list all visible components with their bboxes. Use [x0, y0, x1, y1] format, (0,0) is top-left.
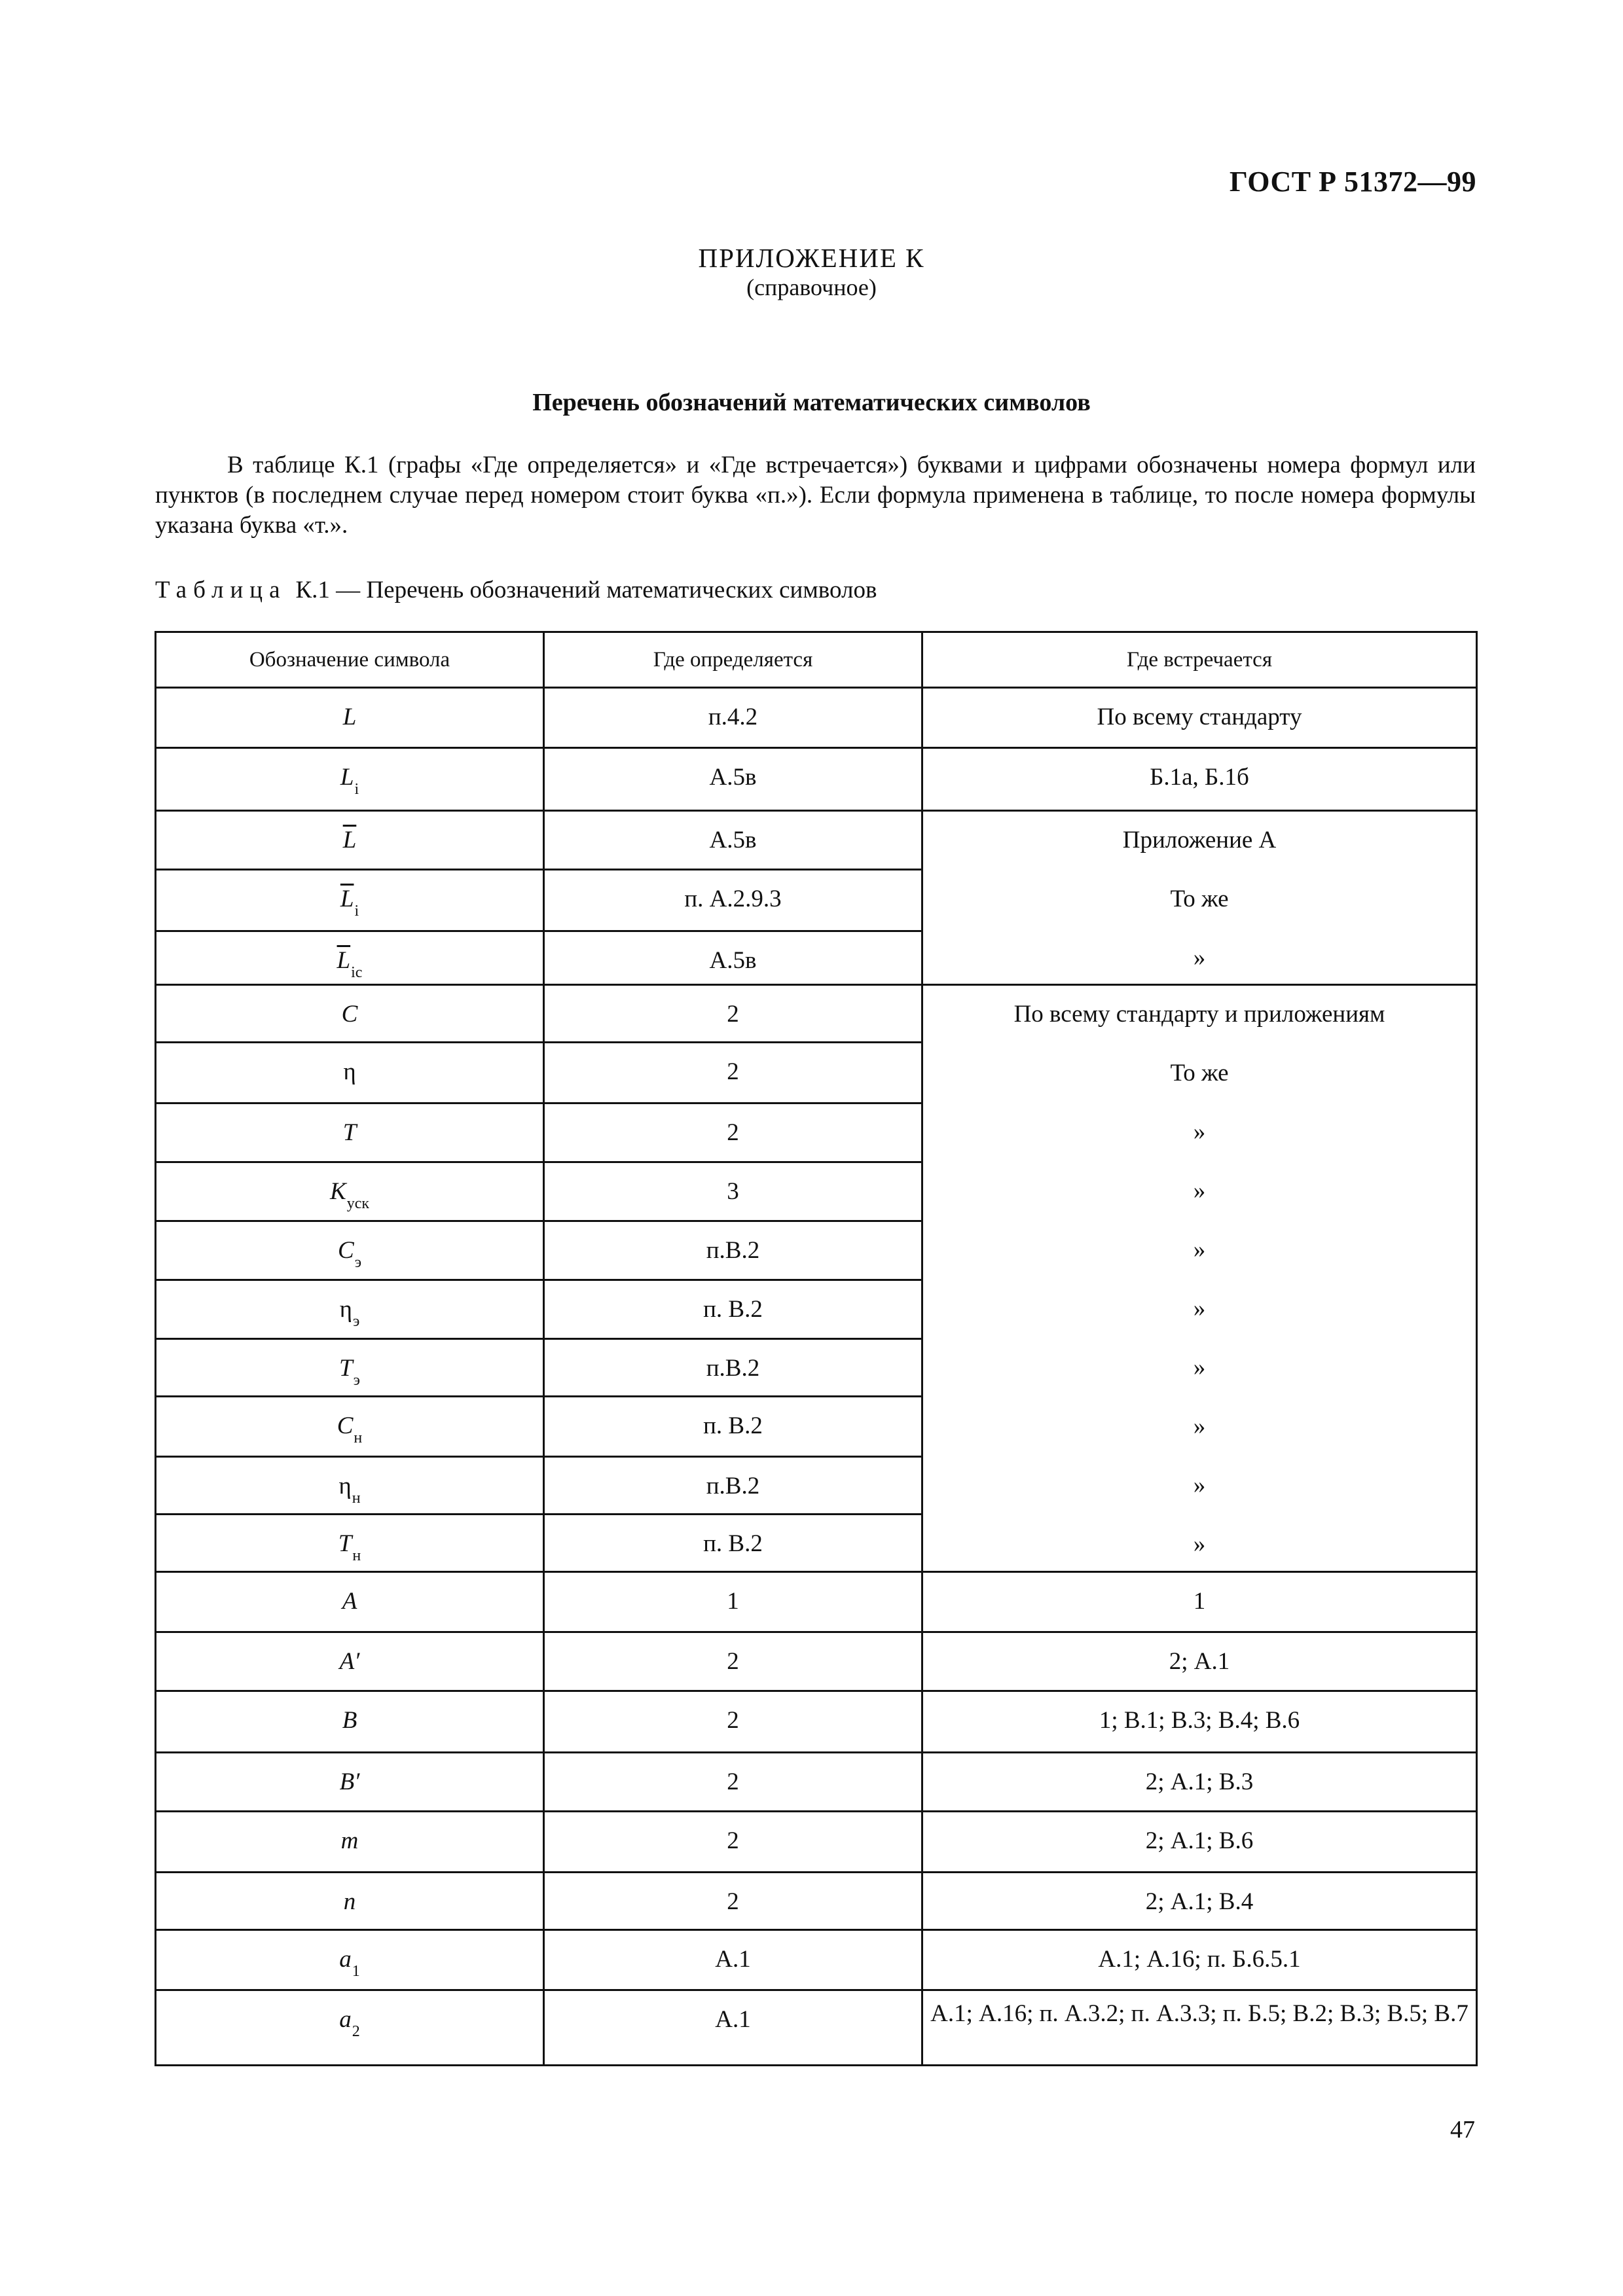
defined-cell: 3 [544, 1162, 922, 1221]
document-code: ГОСТ Р 51372—99 [1229, 166, 1476, 198]
appendix-subtitle: (справочное) [746, 274, 877, 300]
used-line: » [1193, 1472, 1206, 1499]
used-cell: По всему стандарту [922, 688, 1477, 748]
used-line: » [1193, 1119, 1206, 1146]
defined-cell: 2 [544, 1043, 922, 1103]
symbol: C [338, 1236, 354, 1264]
symbol: A [342, 1588, 357, 1615]
symbol-cell [156, 1396, 544, 1456]
symbol: η [343, 1058, 356, 1086]
table-row [156, 985, 1477, 1043]
symbol: η [339, 1295, 353, 1323]
symbol-subscript: i [354, 903, 359, 920]
symbol-cell [156, 1162, 544, 1221]
defined-cell: 2 [544, 1812, 922, 1872]
symbol: T [339, 1354, 353, 1382]
symbol: T [338, 1530, 352, 1558]
symbol-cell [156, 688, 544, 748]
symbol: η [338, 1473, 352, 1499]
table-row [156, 1929, 1477, 1990]
used-line: То же [1170, 1060, 1229, 1087]
symbol-subscript: уск [346, 1194, 369, 1212]
symbol-cell [156, 748, 544, 811]
symbol-cell [156, 1691, 544, 1753]
symbol: $\overline{L}$ [337, 947, 351, 975]
table-row [156, 1990, 1477, 2065]
symbol-subscript: н [354, 1429, 363, 1446]
symbol-cell [156, 1043, 544, 1103]
symbol: $\overline{L}$ [342, 827, 357, 854]
defined-cell: 2 [544, 985, 922, 1043]
used-line: Приложение А [1122, 827, 1277, 854]
symbol: C [337, 1412, 354, 1439]
table-caption-word: Таблица [155, 577, 287, 603]
symbol-subscript: 1 [352, 1962, 360, 1980]
symbol-cell [156, 1221, 544, 1280]
used-cell: 2; А.1; В.6 [922, 1812, 1477, 1872]
table-row [156, 1572, 1477, 1632]
used-line: » [1193, 1413, 1206, 1441]
table-row [156, 748, 1477, 811]
symbol-subscript: э [353, 1371, 360, 1389]
symbol-cell [156, 985, 544, 1043]
table-row [156, 1691, 1477, 1753]
symbol-subscript: ic [351, 964, 363, 982]
used-line: » [1193, 1354, 1206, 1382]
header-defined: Где определяется [544, 632, 922, 688]
symbol: n [343, 1888, 356, 1915]
symbol-cell [156, 870, 544, 931]
defined-cell: 2 [544, 1632, 922, 1691]
symbol-cell [156, 1872, 544, 1929]
used-cell: А.1; А.16; п. Б.6.5.1 [922, 1929, 1477, 1990]
symbol-cell [156, 1990, 544, 2065]
used-cell-group [922, 811, 1477, 985]
symbol: a [339, 1945, 352, 1973]
defined-cell: п.4.2 [544, 688, 922, 748]
used-line: » [1193, 944, 1206, 972]
used-line: То же [1170, 886, 1229, 913]
defined-cell: п. А.2.9.3 [544, 870, 922, 931]
used-line: » [1193, 1236, 1206, 1264]
defined-cell: п. В.2 [544, 1396, 922, 1456]
page-number: 47 [1450, 2116, 1475, 2144]
symbol-cell [156, 1632, 544, 1691]
symbol-cell [156, 1753, 544, 1812]
symbol-cell [156, 1929, 544, 1990]
used-line: » [1193, 1531, 1206, 1558]
symbol-cell [156, 1280, 544, 1338]
symbol: L [340, 764, 354, 791]
symbol-cell [156, 811, 544, 870]
symbol-subscript: э [353, 1312, 360, 1330]
used-line: » [1193, 1177, 1206, 1205]
used-cell: А.1; А.16; п. А.3.2; п. А.3.3; п. Б.5; В.2; В.3; В.5; В.7 [922, 1990, 1477, 2065]
header-symbol: Обозначение символа [156, 632, 544, 688]
symbol-cell [156, 1457, 544, 1515]
symbol-cell [156, 1103, 544, 1162]
defined-cell: п. В.2 [544, 1280, 922, 1338]
used-line: » [1193, 1295, 1206, 1323]
defined-cell: 2 [544, 1691, 922, 1753]
used-line: По всему стандарту и приложениям [1013, 1001, 1385, 1028]
table-row [156, 688, 1477, 748]
symbol-subscript: э [354, 1253, 361, 1271]
symbol: C [341, 1001, 358, 1028]
defined-cell: 2 [544, 1103, 922, 1162]
symbol-cell [156, 931, 544, 985]
used-cell: Б.1а, Б.1б [922, 748, 1477, 811]
defined-cell: 2 [544, 1872, 922, 1929]
defined-cell: п. В.2 [544, 1515, 922, 1572]
defined-cell: 2 [544, 1753, 922, 1812]
symbol: L [342, 704, 357, 730]
symbol: T [342, 1119, 357, 1146]
used-cell: 1 [922, 1572, 1477, 1632]
table-row [156, 1812, 1477, 1872]
symbol-cell [156, 1812, 544, 1872]
defined-cell: п.В.2 [544, 1338, 922, 1396]
section-title: Перечень обозначений математических символов [532, 389, 1091, 416]
symbol: K [330, 1177, 346, 1205]
used-cell: 2; А.1 [922, 1632, 1477, 1691]
table-caption-text: К.1 — Перечень обозначений математических символов [295, 577, 877, 603]
defined-cell: А.5в [544, 811, 922, 870]
table-header-row [156, 632, 1477, 688]
symbol-subscript: i [354, 781, 359, 798]
defined-cell: А.5в [544, 748, 922, 811]
table-row [156, 1632, 1477, 1691]
symbol-subscript: н [352, 1490, 361, 1507]
used-cell: 2; А.1; В.4 [922, 1872, 1477, 1929]
symbol-cell [156, 1338, 544, 1396]
symbol-subscript: 2 [352, 2022, 360, 2040]
symbol: a [339, 2005, 352, 2033]
defined-cell: А.1 [544, 1990, 922, 2065]
intro-paragraph: В таблице К.1 (графы «Где определяется» и «Где встречается») буквами и цифрами обозначены номера формул или пунктов (в последнем случае перед номером стоит буква «п.»). Если формула применена в таблице, то после номера формулы указана буква «т.». [155, 452, 1476, 539]
table-row [156, 1872, 1477, 1929]
table-caption [155, 576, 877, 604]
appendix-title: ПРИЛОЖЕНИЕ К [698, 243, 925, 273]
symbol-cell [156, 1572, 544, 1632]
defined-cell: А.1 [544, 1929, 922, 1990]
table-row [156, 1753, 1477, 1812]
symbol: $\overline{L}$ [340, 886, 354, 913]
defined-cell: п.В.2 [544, 1221, 922, 1280]
used-cell: 1; В.1; В.3; В.4; В.6 [922, 1691, 1477, 1753]
used-cell-group [922, 985, 1477, 1572]
symbol-cell [156, 1515, 544, 1572]
header-used: Где встречается [922, 632, 1477, 688]
defined-cell: 1 [544, 1572, 922, 1632]
symbol: A′ [339, 1648, 360, 1676]
used-cell: 2; А.1; В.3 [922, 1753, 1477, 1812]
symbol: B [342, 1707, 357, 1734]
symbol: m [340, 1827, 359, 1855]
defined-cell: п.В.2 [544, 1457, 922, 1515]
table-row [156, 811, 1477, 870]
symbol-subscript: н [352, 1547, 361, 1565]
defined-cell: А.5в [544, 931, 922, 985]
symbols-table [155, 631, 1478, 2066]
symbol: B′ [339, 1768, 360, 1796]
